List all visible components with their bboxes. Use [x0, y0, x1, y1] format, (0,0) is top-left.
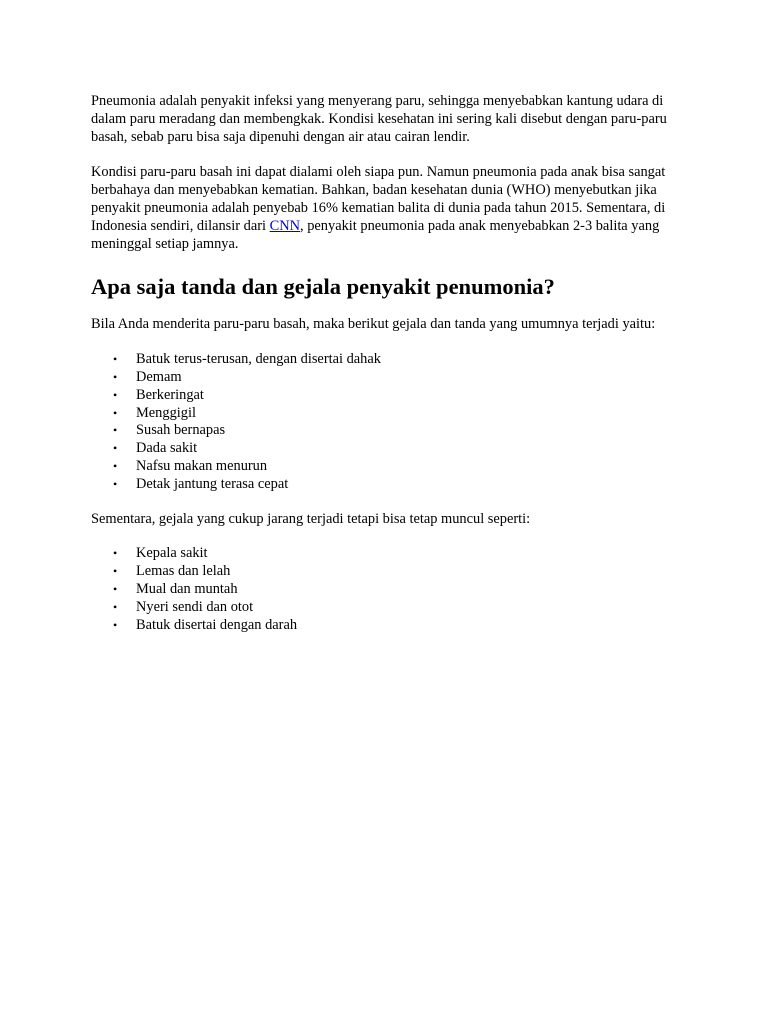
list-item-text: Batuk terus-terusan, dengan disertai dahak — [136, 351, 381, 368]
bullet-icon: • — [113, 352, 118, 367]
list-item — [91, 599, 691, 617]
bullet-icon: • — [113, 581, 118, 596]
common-symptoms-list — [91, 351, 691, 493]
list-item — [91, 440, 691, 458]
list-item-text: Lemas dan lelah — [136, 563, 231, 580]
list-item — [91, 422, 691, 440]
bullet-icon: • — [113, 476, 118, 491]
list-item — [91, 581, 691, 599]
symptoms-intro-paragraph: Bila Anda menderita paru-paru basah, maka berikut gejala dan tanda yang umumnya terjadi yaitu: — [91, 316, 656, 333]
bullet-icon: • — [113, 405, 118, 420]
list-item-text: Batuk disertai dengan darah — [136, 616, 298, 633]
list-item-text: Susah bernapas — [136, 422, 226, 439]
list-item — [91, 369, 691, 387]
rare-symptoms-list — [91, 545, 691, 634]
list-item — [91, 458, 691, 476]
list-item-text: Menggigil — [136, 404, 196, 421]
bullet-icon: • — [113, 546, 118, 561]
bullet-icon: • — [113, 369, 118, 384]
bullet-icon: • — [113, 617, 118, 632]
rare-symptoms-intro-paragraph: Sementara, gejala yang cukup jarang terjadi tetapi bisa tetap muncul seperti: — [91, 510, 531, 527]
bullet-icon: • — [113, 599, 118, 614]
list-item — [91, 563, 691, 581]
list-item-text: Mual dan muntah — [136, 580, 238, 597]
intro-paragraph: Pneumonia adalah penyakit infeksi yang menyerang paru, sehingga menyebabkan kantung udara di dalam paru meradang dan membengkak. Kondisi kesehatan ini sering kali disebut dengan paru-paru basah, sebab paru bisa saja dipenuhi dengan air atau cairan lendir. — [91, 93, 667, 145]
paragraph-text-after-link: , penyakit pneumonia pada anak menyebabkan 2-3 balita yang meninggal setiap jamnya. — [91, 217, 660, 252]
list-item-text: Dada sakit — [136, 440, 198, 457]
list-item — [91, 387, 691, 405]
list-item — [91, 476, 691, 494]
list-item-text: Kepala sakit — [136, 545, 208, 562]
list-item-text: Nafsu makan menurun — [136, 457, 268, 474]
list-item-text: Nyeri sendi dan otot — [136, 598, 254, 615]
list-item-text: Demam — [136, 368, 182, 385]
bullet-icon: • — [113, 458, 118, 473]
paragraph-text-before-link: Kondisi paru-paru basah ini dapat dialami oleh siapa pun. Namun pneumonia pada anak bisa sangat berbahaya dan menyebabkan kematian. Bahkan, badan kesehatan dunia (WHO) menyebutkan jika penyakit pneumonia adalah penyebab 16% kematian balita di dunia pada tahun 2015. Sementara, di Indonesia sendiri, dilansir dari — [91, 164, 666, 234]
document-page — [91, 93, 691, 634]
bullet-icon: • — [113, 564, 118, 579]
bullet-icon: • — [113, 387, 118, 402]
cnn-link[interactable]: CNN — [269, 217, 301, 234]
who-statistics-paragraph — [91, 164, 691, 253]
list-item — [91, 405, 691, 423]
list-item — [91, 545, 691, 563]
bullet-icon: • — [113, 441, 118, 456]
section-heading: Apa saja tanda dan gejala penyakit penumonia? — [91, 274, 555, 300]
list-item — [91, 617, 691, 635]
list-item-text: Detak jantung terasa cepat — [136, 475, 289, 492]
list-item — [91, 351, 691, 369]
bullet-icon: • — [113, 423, 118, 438]
list-item-text: Berkeringat — [136, 386, 204, 403]
